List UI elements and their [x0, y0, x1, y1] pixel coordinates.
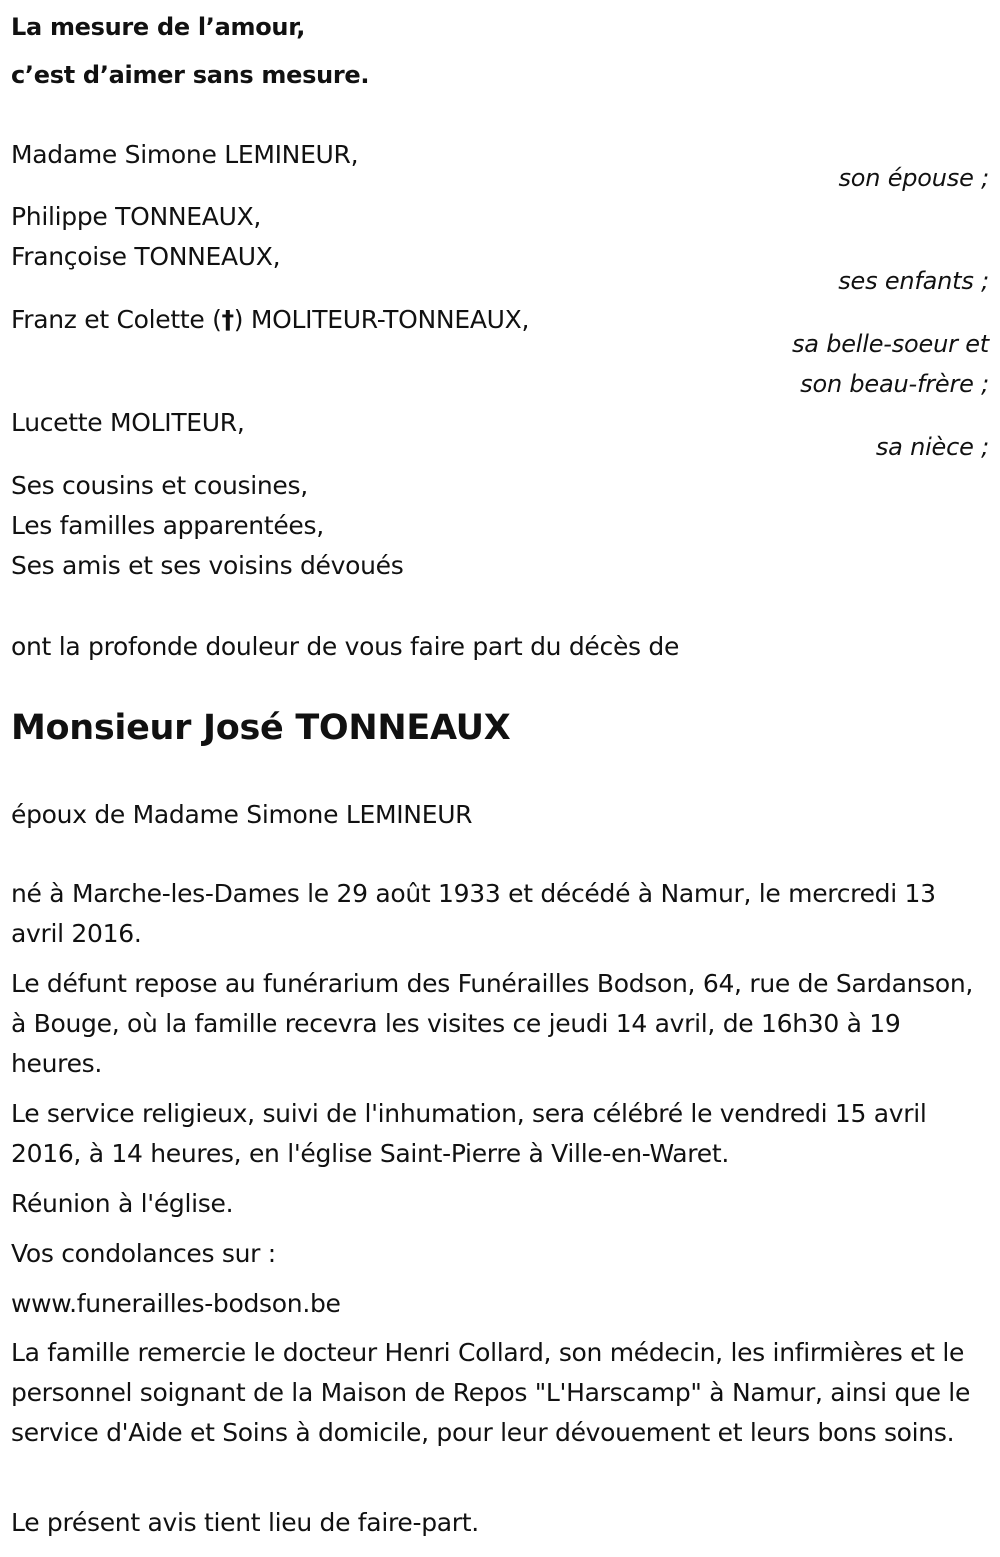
thanks-paragraph: La famille remercie le docteur Henri Collard, son médecin, les infirmières et le personnel soignant de la Maison de Repos "L'Harscamp" à Namur, ainsi que le service d'Aide et Soins à domicile, pour leur dévouement et leurs bons soins. — [11, 1338, 971, 1447]
deceased-spouse-of: époux de Madame Simone LEMINEUR — [11, 800, 473, 829]
inlaws-names-after: ) MOLITEUR-TONNEAUX, — [233, 305, 530, 334]
visitation-paragraph: Le défunt repose au funérarium des Funérailles Bodson, 64, rue de Sardanson, à Bouge, où la famille recevra les visites ce jeudi 14 avril, de 16h30 à 19 heures. — [11, 969, 974, 1078]
child-name-2: Françoise TONNEAUX, — [11, 242, 281, 271]
others-families: Les familles apparentées, — [11, 511, 324, 540]
condolences-label: Vos condolances sur : — [11, 1239, 276, 1268]
others-friends: Ses amis et ses voisins dévoués — [11, 551, 404, 580]
closing-paragraph: Le présent avis tient lieu de faire-part. — [11, 1508, 479, 1537]
niece-role: sa nièce ; — [875, 433, 989, 461]
cross-icon: † — [221, 305, 234, 334]
service-paragraph: Le service religieux, suivi de l'inhumation, sera célébré le vendredi 15 avril 2016, à 14 heures, en l'église Saint-Pierre à Ville-en-Waret. — [11, 1099, 927, 1168]
announcement-text: ont la profonde douleur de vous faire part du décès de — [11, 632, 680, 661]
motto-line-1: La mesure de l’amour, — [11, 13, 306, 41]
meeting-paragraph: Réunion à l'église. — [11, 1189, 234, 1218]
inlaws-role-line-2: son beau-frère ; — [800, 370, 989, 398]
spouse-role: son épouse ; — [838, 164, 989, 192]
inlaws-names-before: Franz et Colette ( — [11, 305, 222, 334]
inlaws-names — [11, 305, 529, 335]
birth-death-paragraph: né à Marche-les-Dames le 29 août 1933 et décédé à Namur, le mercredi 13 avril 2016. — [11, 879, 936, 948]
others-cousins: Ses cousins et cousines, — [11, 471, 308, 500]
website-text: www.funerailles-bodson.be — [11, 1289, 341, 1318]
niece-name: Lucette MOLITEUR, — [11, 408, 245, 437]
children-role: ses enfants ; — [838, 267, 989, 295]
motto-line-2: c’est d’aimer sans mesure. — [11, 61, 370, 89]
spouse-name: Madame Simone LEMINEUR, — [11, 140, 359, 169]
deceased-name: Monsieur José TONNEAUX — [11, 708, 511, 748]
inlaws-role-line-1: sa belle-soeur et — [791, 330, 989, 358]
child-name-1: Philippe TONNEAUX, — [11, 202, 262, 231]
